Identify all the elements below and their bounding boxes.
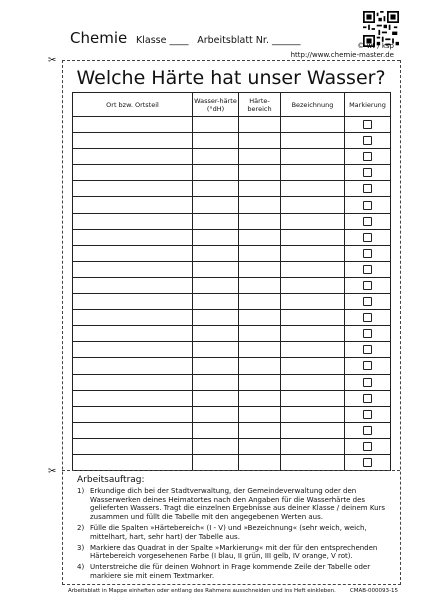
table-cell[interactable] [73, 181, 193, 197]
document-code: CMAB-000093-15 [349, 588, 398, 594]
table-row [73, 438, 391, 454]
table-row [73, 229, 391, 245]
table-cell[interactable] [281, 438, 345, 454]
table-cell[interactable] [73, 454, 193, 470]
table-row [73, 117, 391, 133]
table-cell[interactable] [281, 133, 345, 149]
task-item: 4) Unterstreiche die für deinen Wohnort in Frage kommende Zeile der Tabelle oder markiere sie mit einem Textmarker. [77, 563, 371, 580]
table-cell[interactable] [193, 213, 239, 229]
table-cell[interactable] [239, 342, 281, 358]
col-header-bezeichnung: Bezeichnung [281, 93, 345, 117]
table-cell[interactable] [193, 261, 239, 277]
footer-note: Arbeitsblatt in Mappe einheften oder entlang des Rahmens ausschneiden und ins Heft einkleben. [68, 588, 336, 594]
table-cell[interactable] [239, 454, 281, 470]
marker-cell[interactable] [345, 149, 391, 165]
col-header-wasserhaerte: Wasser-härte (°dH) [193, 93, 239, 117]
copyright: © wt / ksp [357, 42, 394, 50]
table-cell[interactable] [281, 229, 345, 245]
marker-cell[interactable] [345, 213, 391, 229]
table-cell[interactable] [73, 229, 193, 245]
marker-checkbox[interactable] [363, 265, 372, 274]
marker-checkbox[interactable] [363, 201, 372, 210]
header-title [70, 29, 300, 47]
marker-checkbox[interactable] [363, 281, 372, 290]
task-item: 3) Markiere das Quadrat in der Spalte »Markierung« mit der für den entsprechenden Härtebereich vorgesehenen Farbe (I blau, II grün, III gelb, IV orange, V rot). [77, 543, 378, 561]
table-cell[interactable] [73, 326, 193, 342]
marker-cell[interactable] [345, 390, 391, 406]
table-cell[interactable] [281, 294, 345, 310]
table-cell[interactable] [281, 165, 345, 181]
klasse-field: Klasse ____ [136, 35, 189, 46]
marker-checkbox[interactable] [363, 426, 372, 435]
table-cell[interactable] [239, 310, 281, 326]
website-url: http://www.chemie-master.de [290, 51, 394, 59]
marker-cell[interactable] [345, 117, 391, 133]
table-cell[interactable] [193, 245, 239, 261]
table-cell[interactable] [193, 165, 239, 181]
marker-cell[interactable] [345, 181, 391, 197]
table-cell[interactable] [281, 181, 345, 197]
table-cell[interactable] [281, 326, 345, 342]
table-cell[interactable] [73, 390, 193, 406]
table-cell[interactable] [73, 213, 193, 229]
marker-cell[interactable] [345, 406, 391, 422]
marker-cell[interactable] [345, 454, 391, 470]
table-cell[interactable] [281, 261, 345, 277]
col-header-markierung: Markierung [345, 93, 391, 117]
table-cell[interactable] [239, 326, 281, 342]
table-row [73, 261, 391, 277]
marker-cell[interactable] [345, 342, 391, 358]
table-cell[interactable] [73, 294, 193, 310]
table-cell[interactable] [239, 358, 281, 374]
table-cell[interactable] [281, 342, 345, 358]
table-cell[interactable] [281, 277, 345, 293]
table-cell[interactable] [281, 149, 345, 165]
table-cell[interactable] [73, 358, 193, 374]
marker-cell[interactable] [345, 197, 391, 213]
table-row [73, 245, 391, 261]
marker-checkbox[interactable] [363, 329, 372, 338]
table-cell[interactable] [193, 454, 239, 470]
marker-cell[interactable] [345, 358, 391, 374]
table-row [73, 358, 391, 374]
task-item: 1) Erkundige dich bei der Stadtverwaltung, der Gemeindeverwaltung oder den Wasserwerken deines Heimatortes nach den Angaben für die Wasserhärte des gelieferten Wassers. Tragt die einzelnen Ergebnisse aus deiner Klasse / deinem Kurs zusammen und füllt die Tabelle mit den angegebenen Werten aus. [77, 486, 386, 522]
table-row [73, 133, 391, 149]
marker-checkbox[interactable] [363, 184, 372, 193]
marker-checkbox[interactable] [363, 313, 372, 322]
scissors-icon: ✂ [48, 466, 57, 477]
marker-checkbox[interactable] [363, 120, 372, 129]
task-item: 2) Fülle die Spalten »Härtebereich« (I - V) und »Bezeichnung« (sehr weich, weich, mittelhart, hart, sehr hart) der Tabelle aus. [77, 523, 367, 541]
table-cell[interactable] [239, 181, 281, 197]
table-cell[interactable] [281, 197, 345, 213]
table-cell[interactable] [73, 117, 193, 133]
marker-checkbox[interactable] [363, 458, 372, 467]
table-cell[interactable] [193, 133, 239, 149]
table-cell[interactable] [239, 245, 281, 261]
table-cell[interactable] [239, 133, 281, 149]
sheet-title: Welche Härte hat unser Wasser? [76, 67, 386, 89]
table-row [73, 213, 391, 229]
table-row [73, 454, 391, 470]
col-header-ort: Ort bzw. Ortsteil [73, 93, 193, 117]
table-cell[interactable] [73, 406, 193, 422]
table-cell[interactable] [193, 181, 239, 197]
table-cell[interactable] [239, 422, 281, 438]
table-cell[interactable] [281, 213, 345, 229]
marker-cell[interactable] [345, 310, 391, 326]
marker-checkbox[interactable] [363, 394, 372, 403]
table-cell[interactable] [239, 261, 281, 277]
marker-cell[interactable] [345, 374, 391, 390]
table-cell[interactable] [239, 149, 281, 165]
table-cell[interactable] [281, 117, 345, 133]
table-cell[interactable] [239, 406, 281, 422]
table-cell[interactable] [73, 438, 193, 454]
table-cell[interactable] [193, 374, 239, 390]
table-cell[interactable] [193, 422, 239, 438]
water-hardness-table [72, 92, 391, 471]
table-cell[interactable] [73, 374, 193, 390]
table-cell[interactable] [193, 390, 239, 406]
table-row [73, 197, 391, 213]
table-row [73, 326, 391, 342]
table-cell[interactable] [193, 117, 239, 133]
marker-cell[interactable] [345, 229, 391, 245]
scissors-icon: ✂ [48, 55, 57, 66]
table-cell[interactable] [239, 374, 281, 390]
table-row [73, 374, 391, 390]
table-row [73, 390, 391, 406]
marker-checkbox[interactable] [363, 442, 372, 451]
task-section [77, 476, 397, 583]
table-cell[interactable] [281, 390, 345, 406]
table-row [73, 342, 391, 358]
table-cell[interactable] [239, 229, 281, 245]
table-cell[interactable] [73, 165, 193, 181]
marker-checkbox[interactable] [363, 233, 372, 242]
table-cell[interactable] [193, 310, 239, 326]
table-cell[interactable] [193, 229, 239, 245]
table-cell[interactable] [193, 294, 239, 310]
marker-checkbox[interactable] [363, 361, 372, 370]
marker-cell[interactable] [345, 245, 391, 261]
subject: Chemie [70, 29, 128, 47]
marker-cell[interactable] [345, 326, 391, 342]
table-cell[interactable] [239, 117, 281, 133]
table-cell[interactable] [73, 422, 193, 438]
table-cell[interactable] [281, 245, 345, 261]
table-cell[interactable] [193, 277, 239, 293]
table-cell[interactable] [193, 326, 239, 342]
marker-cell[interactable] [345, 422, 391, 438]
table-cell[interactable] [281, 454, 345, 470]
table-row [73, 149, 391, 165]
table-cell[interactable] [193, 197, 239, 213]
table-cell[interactable] [73, 245, 193, 261]
table-cell[interactable] [239, 438, 281, 454]
marker-checkbox[interactable] [363, 249, 372, 258]
table-cell[interactable] [239, 213, 281, 229]
marker-cell[interactable] [345, 133, 391, 149]
marker-checkbox[interactable] [363, 168, 372, 177]
table-cell[interactable] [193, 358, 239, 374]
table-cell[interactable] [239, 197, 281, 213]
table-cell[interactable] [73, 261, 193, 277]
marker-cell[interactable] [345, 277, 391, 293]
marker-checkbox[interactable] [363, 345, 372, 354]
table-cell[interactable] [281, 310, 345, 326]
marker-checkbox[interactable] [363, 410, 372, 419]
table-header-row [73, 93, 391, 117]
marker-checkbox[interactable] [363, 217, 372, 226]
table-row [73, 310, 391, 326]
table-cell[interactable] [281, 358, 345, 374]
arbeitsblatt-field: Arbeitsblatt Nr. ______ [197, 35, 301, 46]
table-cell[interactable] [281, 422, 345, 438]
marker-cell[interactable] [345, 294, 391, 310]
table-row [73, 406, 391, 422]
marker-checkbox[interactable] [363, 136, 372, 145]
table-cell[interactable] [73, 277, 193, 293]
table-cell[interactable] [73, 197, 193, 213]
marker-cell[interactable] [345, 165, 391, 181]
marker-cell[interactable] [345, 261, 391, 277]
table-cell[interactable] [239, 390, 281, 406]
table-cell[interactable] [73, 342, 193, 358]
marker-checkbox[interactable] [363, 378, 372, 387]
table-cell[interactable] [73, 310, 193, 326]
cut-line-middle [62, 470, 400, 471]
table-cell[interactable] [239, 294, 281, 310]
table-cell[interactable] [281, 406, 345, 422]
table-row [73, 294, 391, 310]
marker-cell[interactable] [345, 438, 391, 454]
table-cell[interactable] [193, 406, 239, 422]
table-cell[interactable] [73, 133, 193, 149]
table-cell[interactable] [193, 438, 239, 454]
table-cell[interactable] [239, 165, 281, 181]
table-cell[interactable] [193, 149, 239, 165]
table-cell[interactable] [193, 342, 239, 358]
table-row [73, 165, 391, 181]
table-cell[interactable] [281, 374, 345, 390]
marker-checkbox[interactable] [363, 297, 372, 306]
table-cell[interactable] [73, 149, 193, 165]
table-row [73, 277, 391, 293]
marker-checkbox[interactable] [363, 152, 372, 161]
col-header-haertebereich: Härte-bereich [239, 93, 281, 117]
table-row [73, 181, 391, 197]
table-row [73, 422, 391, 438]
table-cell[interactable] [239, 277, 281, 293]
task-heading: Arbeitsauftrag: [77, 475, 145, 485]
